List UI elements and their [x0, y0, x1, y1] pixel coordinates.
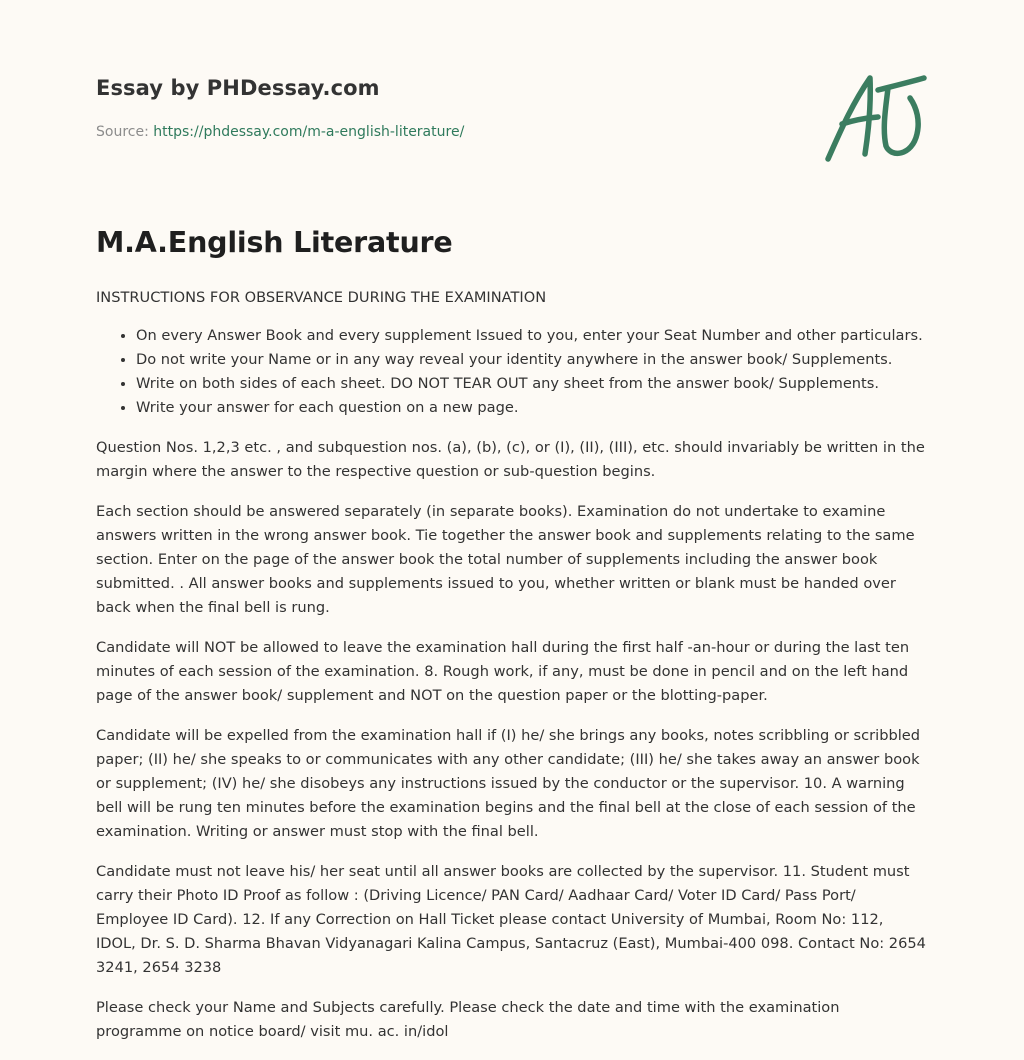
a-plus-logo-icon — [818, 66, 930, 166]
paragraph: Please check your Name and Subjects carefully. Please check the date and time with the examination programme on notice board/ visit mu. ac. in/idol — [96, 999, 840, 1040]
article-body — [96, 286, 926, 1060]
list-item: • Write your answer for each question on a new page. — [136, 396, 926, 420]
paragraph: Question Nos. 1,2,3 etc. , and subquestion nos. (a), (b), (c), or (I), (II), (III), etc. should invariably be written in the margin where the answer to the respective question or sub-question begins. — [96, 439, 925, 480]
paragraph: Each section should be answered separately (in separate books). Examination do not undertake to examine answers written in the wrong answer book. Tie together the answer book and supplements relating to the same section. Enter on the page of the answer book the total number of supplements including the answer book submitted. . All answer books and supplements issued to you, whether written or blank must be handed over back when the final bell is rung. — [96, 503, 915, 616]
source-link[interactable]: https://phdessay.com/m-a-english-literature/ — [153, 124, 465, 140]
list-item: • Write on both sides of each sheet. DO NOT TEAR OUT any sheet from the answer book/ Supplements. — [136, 372, 926, 396]
article-title: M.A.English Literature — [96, 226, 453, 259]
paragraph: Candidate must not leave his/ her seat until all answer books are collected by the supervisor. 11. Student must carry their Photo ID Proof as follow : (Driving Licence/ PAN Card/ Aadhaar Card/ Voter ID Card/ Pass Port/ Employee ID Card). 12. If any Correction on Hall Ticket please contact University of Mumbai, Room No: 112, IDOL, Dr. S. D. Sharma Bhavan Vidyanagari Kalina Campus, Santacruz (East), Mumbai-400 098. Contact No: 2654 3241, 2654 3238 — [96, 863, 926, 976]
paragraph: Candidate will NOT be allowed to leave the examination hall during the first half -an-hour or during the last ten minutes of each session of the examination. 8. Rough work, if any, must be done in pencil and on the left hand page of the answer book/ supplement and NOT on the question paper or the blotting-paper. — [96, 639, 910, 704]
instructions-list — [96, 324, 926, 420]
instructions-heading: INSTRUCTIONS FOR OBSERVANCE DURING THE EXAMINATION — [96, 289, 547, 306]
paragraph: Candidate will be expelled from the examination hall if (I) he/ she brings any books, notes scribbling or scribbled paper; (II) he/ she speaks to or communicates with any other candidate; (III) he/ she takes away an answer book or supplement; (IV) he/ she disobeys any instructions issued by the conductor or the supervisor. 10. A warning bell will be rung ten minutes before the examination begins and the final bell at the close of each session of the examination. Writing or answer must stop with the final bell. — [96, 727, 921, 840]
list-item: • Do not write your Name or in any way reveal your identity anywhere in the answer book/ Supplements. — [136, 348, 926, 372]
source-label: Source: — [96, 124, 154, 140]
list-item: • On every Answer Book and every supplement Issued to you, enter your Seat Number and other particulars. — [136, 324, 926, 348]
source-line — [96, 124, 464, 140]
site-brand: Essay by PHDessay.com — [96, 76, 380, 100]
